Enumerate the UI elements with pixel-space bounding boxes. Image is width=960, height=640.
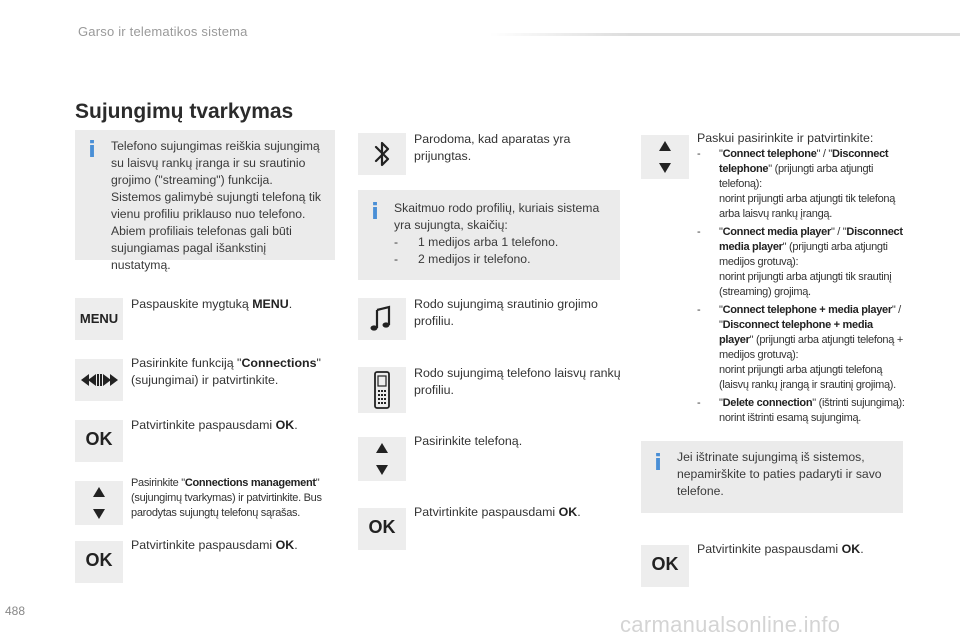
step-confirm-ok-4: Patvirtinkite paspausdami OK. bbox=[697, 542, 864, 556]
ok-button-icon: OK bbox=[75, 420, 123, 462]
watermark: carmanualsonline.info bbox=[620, 612, 841, 637]
menu-button-icon: MENU bbox=[75, 298, 123, 340]
page-number: 488 bbox=[5, 604, 26, 618]
list-item: - 1 medijos arba 1 telefono. bbox=[394, 235, 559, 249]
handsfree-description: Rodo sujungimą telefono laisvų rankų profiliu. bbox=[414, 366, 621, 397]
list-item: - "Connect telephone" / "Disconnect telephone" (prijungti arba atjungti telefoną): norint prijungti arba atjungti tik telefoną arba laisvų rankų įrangą. bbox=[697, 148, 896, 220]
header-rule bbox=[490, 33, 960, 36]
step-connections-management: Pasirinkite "Connections management" (sujungimų tvarkymas) ir patvirtinkite. Bus parodytas sujungtų telefonų sąrašas. bbox=[131, 477, 322, 519]
list-item: - "Connect media player" / "Disconnect media player" (prijungti arba atjungti medijos grotuvą): norint prijungti arba atjungti tik srautinį (streaming) grojimą. bbox=[697, 226, 903, 298]
ok-button-icon: OK bbox=[75, 541, 123, 583]
info-box-profiles bbox=[358, 190, 620, 280]
up-down-arrows-icon bbox=[75, 481, 123, 525]
handset-icon bbox=[358, 367, 406, 413]
ok-button-icon: OK bbox=[641, 545, 689, 587]
info-box-profiles-intro: Skaitmuo rodo profilių, kuriais sistema yra sujungta, skaičių: bbox=[394, 201, 600, 232]
info-icon: i bbox=[88, 138, 96, 163]
step-confirm-ok-1: Patvirtinkite paspausdami OK. bbox=[131, 418, 298, 432]
step-confirm-ok-3: Patvirtinkite paspausdami OK. bbox=[414, 505, 581, 519]
streaming-description: Rodo sujungimą srautinio grojimo profiliu. bbox=[414, 297, 598, 328]
ok-button-icon: OK bbox=[358, 508, 406, 550]
up-down-arrows-icon bbox=[641, 135, 689, 179]
connection-options-intro: Paskui pasirinkite ir patvirtinkite: bbox=[697, 131, 874, 145]
bluetooth-description: Parodoma, kad aparatas yra prijungtas. bbox=[414, 132, 571, 163]
info-box-pairing-text: Telefono sujungimas reiškia sujungimą su laisvų rankų įranga ir su srautinio grojimo ("streaming") funkcija. Sistemos galimybė sujungti telefoną tik vienu profiliu priklauso nuo telefono. Abiem profiliais telefonas gali būti sujungiamas pagal išankstinį nustatymą. bbox=[111, 139, 322, 272]
info-box-pairing bbox=[75, 130, 335, 272]
list-item: - "Delete connection" (ištrinti sujungimą): norint ištrinti esamą sujungimą. bbox=[697, 397, 905, 424]
info-icon: i bbox=[654, 451, 662, 476]
page-title: Sujungimų tvarkymas bbox=[75, 100, 294, 123]
rewind-forward-icon bbox=[75, 359, 123, 401]
bluetooth-icon bbox=[358, 133, 406, 175]
seek-buttons-icon bbox=[75, 359, 123, 401]
list-item: - 2 medijos ir telefono. bbox=[394, 252, 531, 266]
info-box-delete-text: Jei ištrinate sujungimą iš sistemos, nepamirškite to paties padaryti ir savo telefone. bbox=[677, 450, 882, 498]
info-box-delete bbox=[641, 441, 903, 513]
music-note-icon bbox=[358, 298, 406, 340]
info-icon: i bbox=[371, 200, 379, 225]
list-item: - "Connect telephone + media player" / "Disconnect telephone + media player" (prijungti arba atjungti telefoną + medijos grotuvą): norint prijungti arba atjungti telefoną (laisvų rankų įrangą ir srautinį grojimą). bbox=[697, 304, 903, 391]
connection-options bbox=[697, 130, 907, 426]
step-press-menu: Paspauskite mygtuką MENU. bbox=[131, 297, 293, 311]
section-header: Garso ir telematikos sistema bbox=[78, 24, 248, 39]
step-select-connections: Pasirinkite funkciją "Connections" (sujungimai) ir patvirtinkite. bbox=[131, 356, 321, 387]
step-confirm-ok-2: Patvirtinkite paspausdami OK. bbox=[131, 538, 298, 552]
up-down-arrows-icon bbox=[358, 437, 406, 481]
step-select-phone: Pasirinkite telefoną. bbox=[414, 434, 523, 448]
